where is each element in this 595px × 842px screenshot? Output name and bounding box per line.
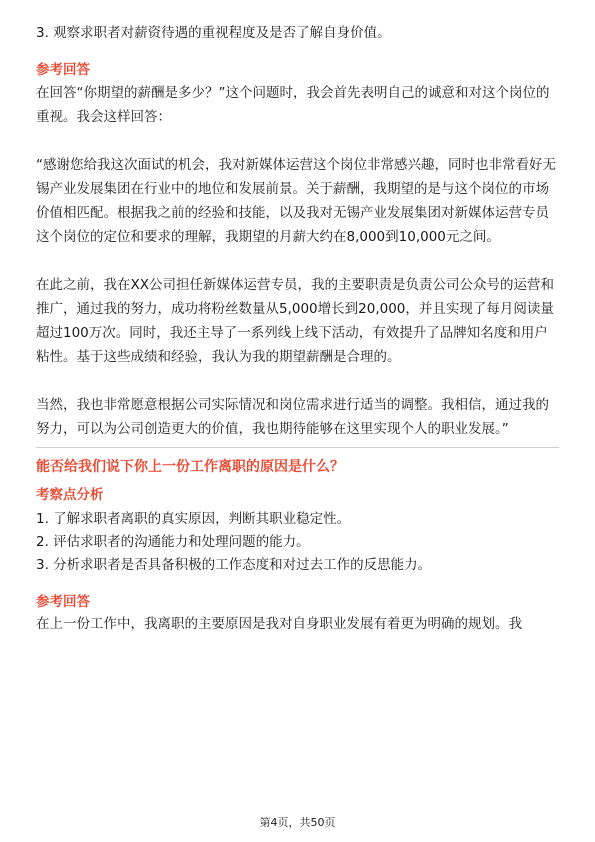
document-page [36,22,559,636]
reference-answer-label-2: 参考回答 [36,594,90,610]
answer-paragraph-3: 当然，我也非常愿意根据公司实际情况和岗位需求进行适当的调整。我相信，通过我的努力，可以为公司创造更大的价值，我也期待能够在这里实现个人的职业发展。” [36,397,549,437]
analysis-point-1: 1. 了解求职者离职的真实原因，判断其职业稳定性。 [36,511,351,527]
analysis-point-3: 3. 分析求职者是否具备积极的工作态度和对过去工作的反思能力。 [36,557,432,573]
page-indicator: 第4页，共50页 [259,816,336,829]
interview-question: 能否给我们说下你上一份工作离职的原因是什么？ [36,459,344,475]
answer-start: 在上一份工作中，我离职的主要原因是我对自身职业发展有着更为明确的规划。我 [36,616,522,632]
analysis-label: 考察点分析 [36,487,104,503]
evaluation-point-3: 3. 观察求职者对薪资待遇的重视程度及是否了解自身价值。 [36,25,391,41]
answer-paragraph-1: “感谢您给我这次面试的机会，我对新媒体运营这个岗位非常感兴趣，同时也非常看好无锡产业发展集团在行业中的地位和发展前景。关于薪酬，我期望的是与这个岗位的市场价值相匹配。根据我之前的经验和技能，以及我对无锡产业发展集团对新媒体运营专员这个岗位的定位和要求的理解，我期望的月薪大约在8,000到10,000元之间。 [36,157,556,245]
reference-answer-label: 参考回答 [36,62,90,78]
answer-intro: 在回答“你期望的薪酬是多少？”这个问题时，我会首先表明自己的诚意和对这个岗位的重视。我会这样回答： [36,85,550,125]
answer-paragraph-2: 在此之前，我在XX公司担任新媒体运营专员，我的主要职责是负责公司公众号的运营和推广，通过我的努力，成功将粉丝数量从5,000增长到20,000，并且实现了每月阅读量超过100万次。同时，我还主导了一系列线上线下活动，有效提升了品牌知名度和用户粘性。基于这些成绩和经验，我认为我的期望薪酬是合理的。 [36,277,554,365]
analysis-point-2: 2. 评估求职者的沟通能力和处理问题的能力。 [36,534,310,550]
